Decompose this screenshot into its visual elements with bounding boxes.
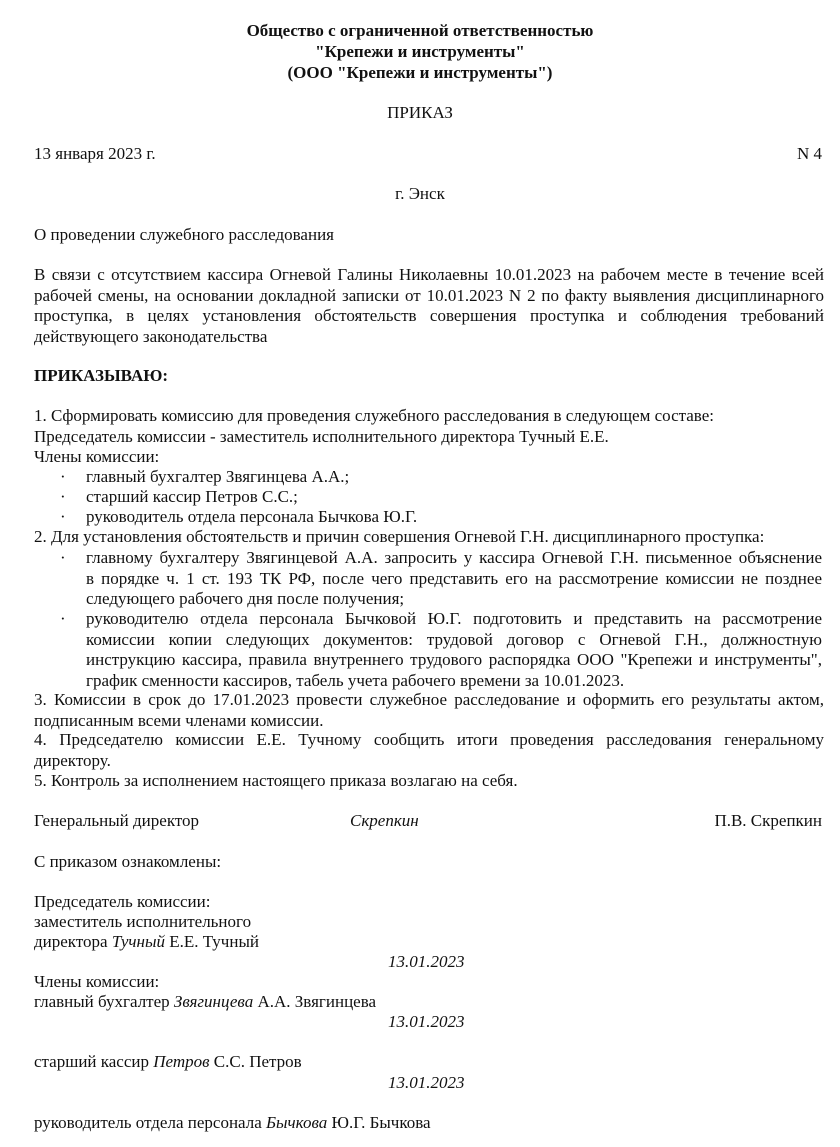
acq-member-role: руководитель отдела персонала	[34, 1113, 262, 1132]
bullet: ·	[60, 507, 66, 526]
bullet-line: следующего рабочего дня после получения;	[86, 589, 405, 608]
item-4-line: 4. Председателю комиссии Е.Е. Тучному сообщить итоги проведения расследования генеральному	[34, 730, 824, 749]
acq-chair-line	[34, 932, 259, 953]
acq-date: 13.01.2023	[388, 1073, 465, 1092]
bullet: ·	[60, 467, 66, 486]
acq-member-role: главный бухгалтер	[34, 992, 170, 1011]
item-2-bullet-2	[86, 609, 822, 691]
commission-members-label: Члены комиссии:	[34, 447, 160, 466]
commission-chair: Председатель комиссии - заместитель исполнительного директора Тучный Е.Е.	[34, 427, 609, 446]
item-4-line: директору.	[34, 750, 111, 770]
acq-members-label: Члены комиссии:	[34, 972, 160, 991]
bullet: ·	[60, 548, 66, 567]
preamble-line: проступка, в целях установления обстоятельств совершения проступка и соблюдения требований	[34, 306, 824, 325]
item-2-bullet-1	[86, 548, 822, 610]
acq-chair-role: заместитель исполнительного	[34, 912, 252, 931]
item-2: 2. Для установления обстоятельств и причин совершения Огневой Г.Н. дисциплинарного проступка:	[34, 527, 765, 546]
bullet-line: инструкцию кассира, правила внутреннего трудового распорядка ООО "Крепежи и инструменты",	[86, 650, 822, 669]
signer-name: П.В. Скрепкин	[714, 811, 822, 830]
doc-date: 13 января 2023 г.	[34, 144, 156, 163]
acq-chair-signature: Тучный	[111, 932, 165, 951]
org-name-line2: "Крепежи и инструменты"	[315, 42, 525, 61]
preamble	[34, 265, 824, 347]
member-item: старший кассир Петров С.С.;	[86, 487, 298, 506]
order-word: ПРИКАЗЫВАЮ:	[34, 366, 169, 385]
preamble-line: рабочей смены, на основании докладной записки от 10.01.2023 N 2 по факту выявления дисциплинарного	[34, 285, 824, 305]
bullet-line: руководителю отдела персонала Бычковой Ю.Г. подготовить и представить на рассмотрение	[86, 609, 822, 628]
acq-chair-label: Председатель комиссии:	[34, 892, 211, 911]
bullet-line: график сменности кассиров, табель учета рабочего времени за 10.01.2023.	[86, 670, 625, 690]
acq-member-role: старший кассир	[34, 1052, 149, 1071]
bullet: ·	[60, 487, 66, 506]
org-name-line1: Общество с ограниченной ответственностью	[246, 21, 594, 40]
signer-position: Генеральный директор	[34, 811, 200, 830]
acq-member-name: С.С. Петров	[213, 1052, 302, 1071]
item-3	[34, 690, 824, 731]
bullet: ·	[60, 609, 66, 628]
doc-number: N 4	[796, 144, 822, 163]
doc-title: ПРИКАЗ	[387, 103, 453, 122]
acquaint-title: С приказом ознакомлены:	[34, 852, 222, 871]
bullet-line: в порядке ч. 1 ст. 193 ТК РФ, после чего представить его на рассмотрение комиссии не позднее	[86, 568, 822, 588]
acq-chair-name: Е.Е. Тучный	[169, 932, 259, 951]
acq-member-line	[34, 1052, 302, 1073]
acq-member-name: Ю.Г. Бычкова	[331, 1113, 431, 1132]
bullet-line: главному бухгалтеру Звягинцевой А.А. запросить у кассира Огневой Г.Н. письменное объяснение	[86, 548, 822, 567]
bullet-line: комиссии копии следующих документов: трудовой договор с Огневой Г.Н., должностную	[86, 629, 822, 649]
preamble-line: В связи с отсутствием кассира Огневой Галины Николаевны 10.01.2023 на рабочем месте в течение всей	[34, 265, 824, 284]
acq-member-signature: Звягинцева	[173, 992, 254, 1011]
acq-date: 13.01.2023	[388, 952, 465, 971]
item-5: 5. Контроль за исполнением настоящего приказа возлагаю на себя.	[34, 771, 518, 790]
member-item: главный бухгалтер Звягинцева А.А.;	[86, 467, 350, 486]
org-name-line3: (ООО "Крепежи и инструменты")	[287, 63, 553, 82]
preamble-line: действующего законодательства	[34, 326, 268, 346]
doc-city: г. Энск	[395, 184, 445, 203]
acq-member-signature: Бычкова	[266, 1113, 328, 1132]
item-3-line: подписанным всеми членами комиссии.	[34, 710, 324, 730]
item-3-line: 3. Комиссии в срок до 17.01.2023 провести служебное расследование и оформить его результаты актом,	[34, 690, 824, 709]
acq-date: 13.01.2023	[388, 1012, 465, 1031]
signer-signature: Скрепкин	[350, 811, 419, 830]
acq-member-signature: Петров	[153, 1052, 210, 1071]
acq-member-name: А.А. Звягинцева	[257, 992, 377, 1011]
acq-chair-role-2: директора	[34, 932, 108, 951]
doc-subject: О проведении служебного расследования	[34, 225, 334, 244]
item-1: 1. Сформировать комиссию для проведения служебного расследования в следующем составе:	[34, 406, 714, 425]
acq-member-line	[34, 1113, 431, 1134]
member-item: руководитель отдела персонала Бычкова Ю.Г.	[86, 507, 418, 526]
acq-member-line	[34, 992, 376, 1013]
item-4	[34, 730, 824, 771]
